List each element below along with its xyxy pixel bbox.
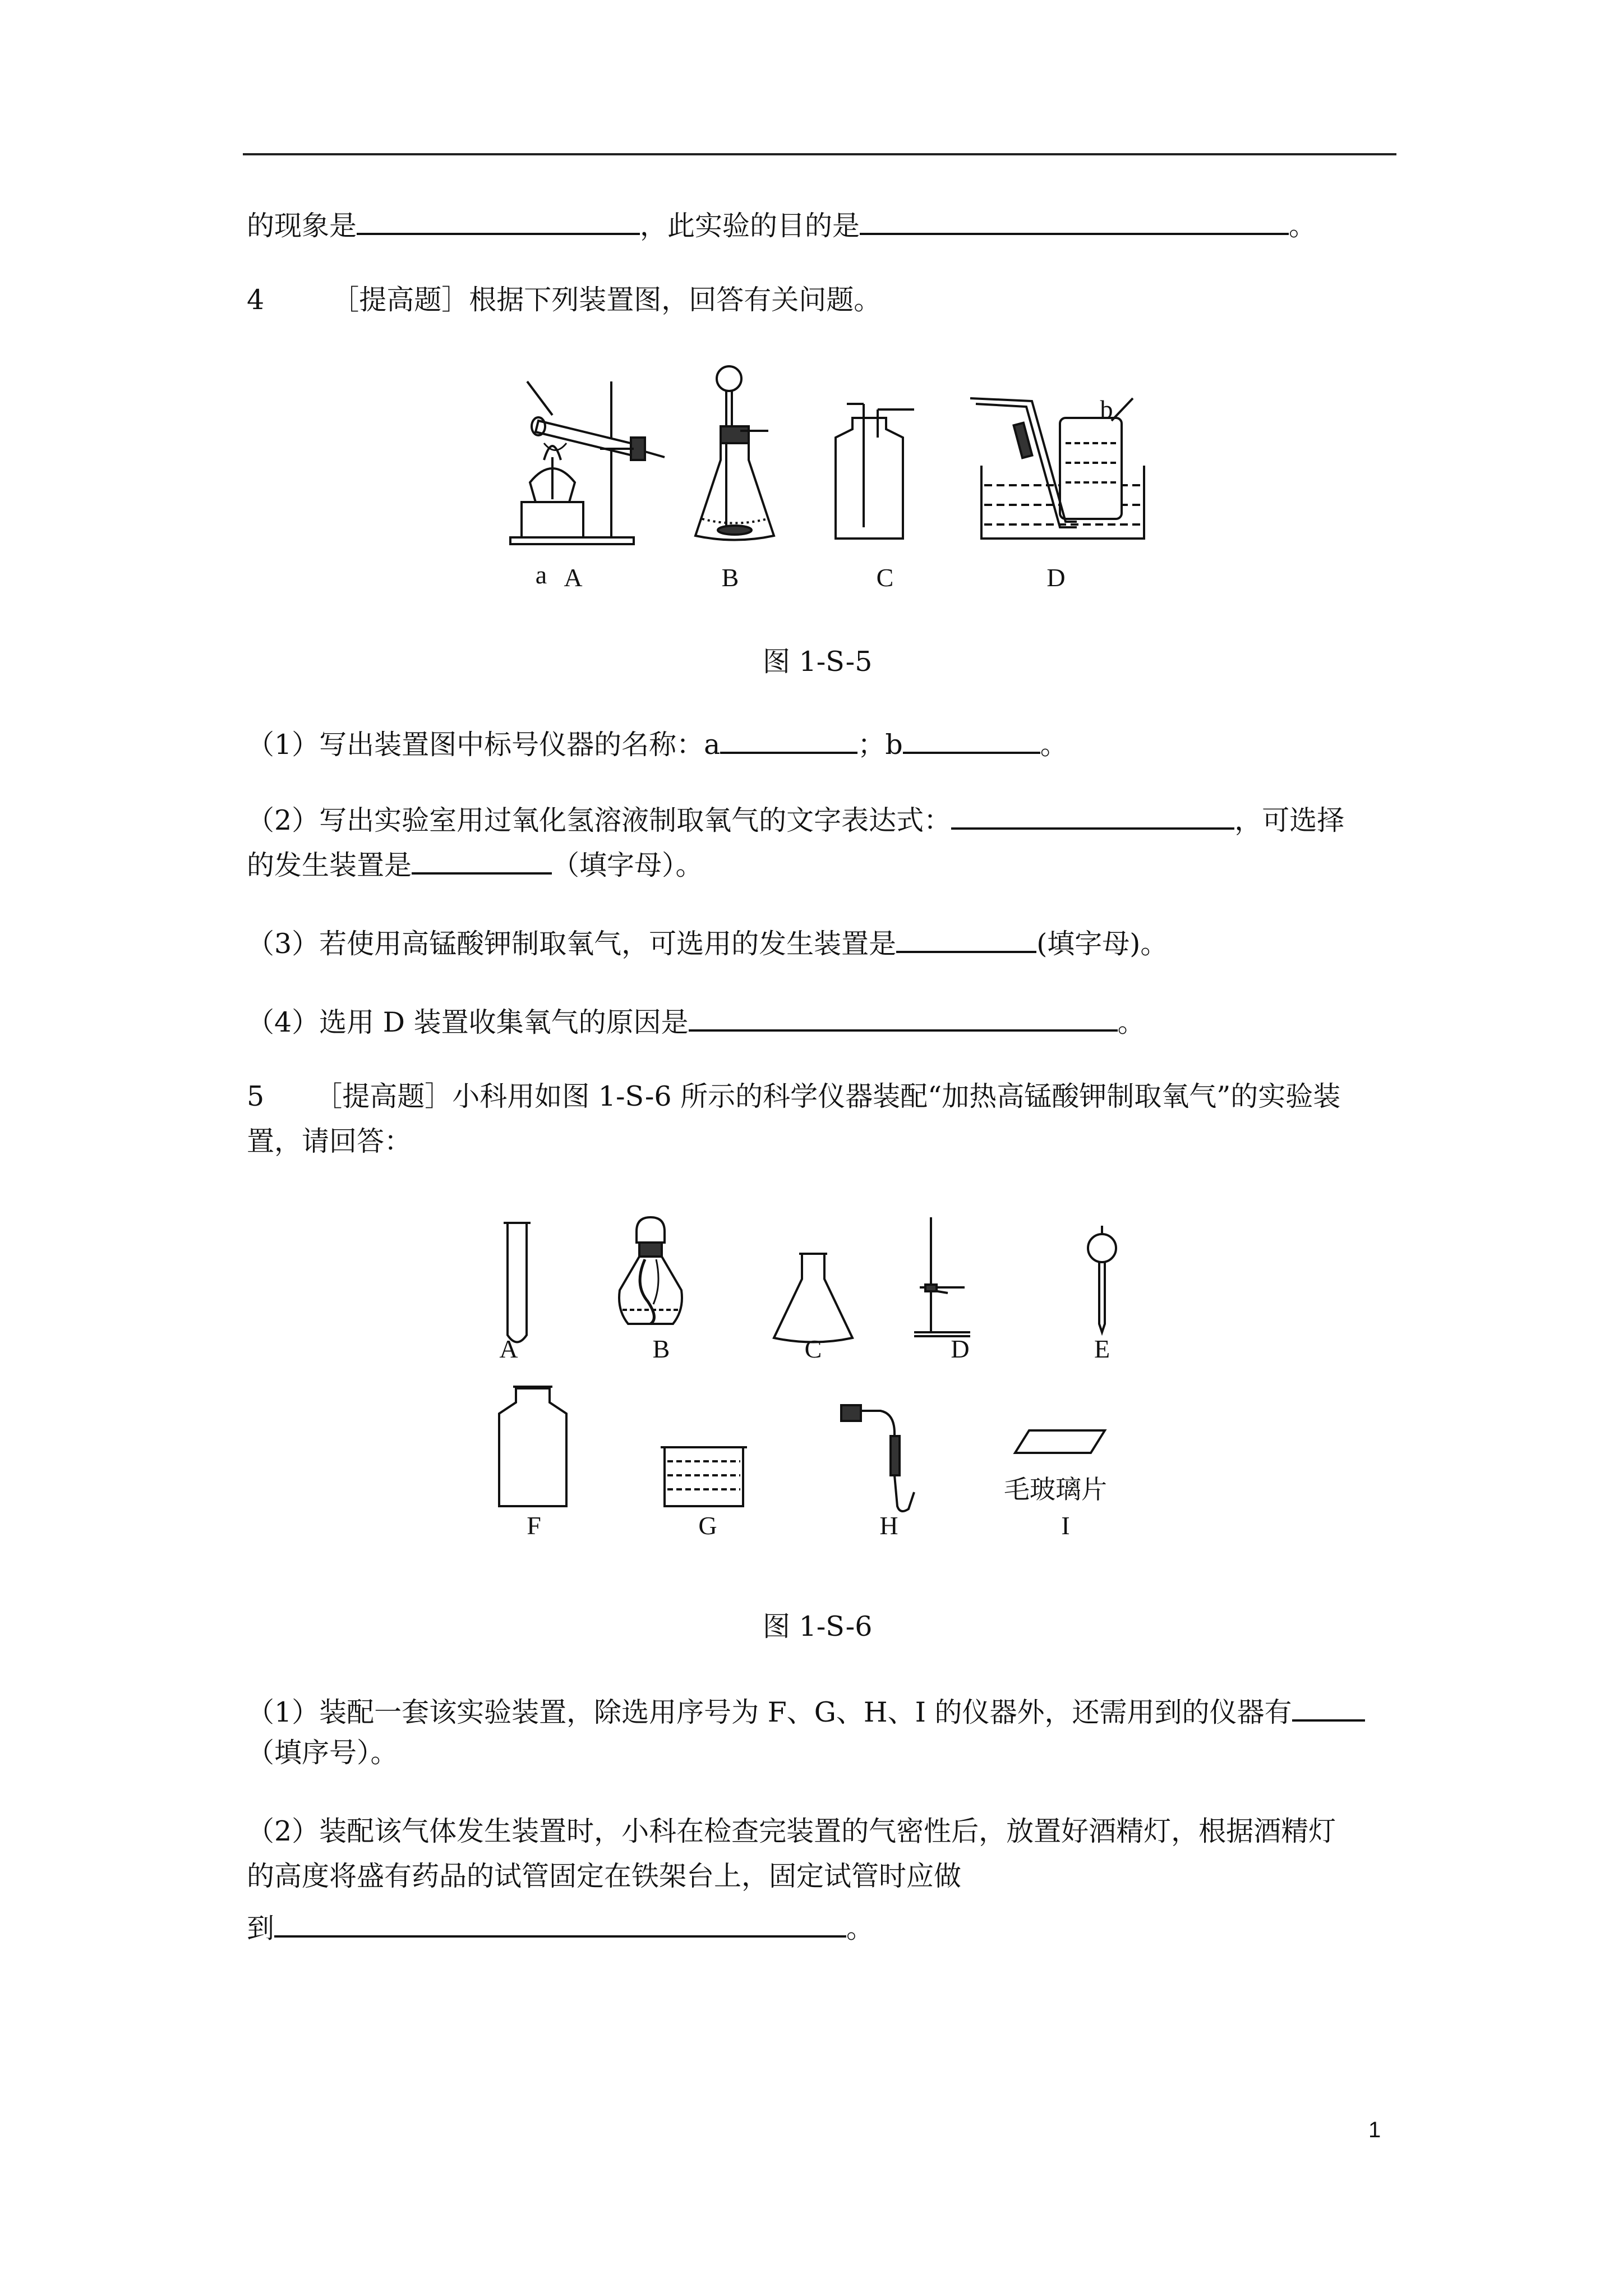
question-5-2-answer: 到 。 (247, 1907, 874, 1945)
figure-6-caption: 图 1-S-6 (763, 1611, 873, 1642)
question-4-2: （2）写出实验室用过氧化氢溶液制取氧气的文字表达式： ，可选择 (247, 799, 1344, 838)
question-4-heading: 4 ［提高题］根据下列装置图，回答有关问题。 (247, 284, 882, 316)
label-B: B (721, 563, 739, 592)
question-4-2-cont: 的发生装置是 （填字母）。 (247, 844, 703, 882)
label-B: B (652, 1335, 670, 1363)
marker-a: a (535, 560, 547, 589)
iron-stand-d (914, 1217, 970, 1336)
question-5-heading-cont: 置，请回答： (247, 1125, 412, 1157)
question-5-heading: 5 ［提高题］小科用如图 1-S-6 所示的科学仪器装配“加热高锰酸钾制取氧气”的实验装 (247, 1080, 1341, 1112)
answer-blank[interactable] (720, 724, 857, 754)
label-G: G (698, 1511, 717, 1540)
answer-blank[interactable] (412, 844, 552, 875)
gas-bottle-f (499, 1388, 566, 1506)
question-5-1: （1）装配一套该实验装置，除选用序号为 F、G、H、I 的仪器外，还需用到的仪器有 (247, 1691, 1365, 1729)
figure-5-caption: 图 1-S-5 (763, 646, 873, 678)
answer-blank[interactable] (860, 205, 1289, 235)
glass-plate-label: 毛玻璃片 (1004, 1474, 1107, 1504)
answer-blank[interactable] (951, 799, 1234, 830)
apparatus-c (836, 404, 914, 539)
label-C: C (876, 563, 894, 592)
stopper-tube-h (841, 1405, 914, 1511)
label-D: D (951, 1335, 970, 1363)
conical-flask-c (774, 1254, 852, 1342)
label-D: D (1046, 563, 1066, 592)
marker-b: b (1100, 395, 1113, 424)
label-I: I (1061, 1511, 1070, 1540)
page-number: 1 (1368, 2118, 1381, 2142)
question-5-2-cont: 的高度将盛有药品的试管固定在铁架台上，固定试管时应做 (247, 1860, 962, 1892)
test-tube-a (508, 1223, 527, 1342)
question-4-3: （3）若使用高锰酸钾制取氧气，可选用的发生装置是 (填字母)。 (247, 923, 1168, 961)
label-H: H (879, 1511, 898, 1540)
text-line-phenomenon: 的现象是 ，此实验的目的是 。 (247, 205, 1316, 243)
label-F: F (527, 1511, 541, 1540)
label-A: A (499, 1335, 518, 1363)
alcohol-lamp-b (619, 1217, 682, 1324)
answer-blank[interactable] (903, 724, 1040, 754)
water-trough-g (661, 1447, 747, 1506)
apparatus-b (695, 366, 774, 540)
label-C: C (804, 1335, 822, 1363)
long-funnel-e (1088, 1226, 1116, 1332)
answer-blank[interactable] (896, 923, 1036, 953)
question-4-4: （4）选用 D 装置收集氧气的原因是 。 (247, 1001, 1145, 1039)
answer-blank[interactable] (1292, 1691, 1365, 1722)
label-A: A (564, 563, 583, 592)
apparatus-d (970, 398, 1144, 539)
question-5-1-cont: （填序号）。 (247, 1737, 398, 1769)
answer-blank[interactable] (689, 1001, 1118, 1032)
question-5-2: （2）装配该气体发生装置时，小科在检查完装置的气密性后，放置好酒精灯，根据酒精灯 (247, 1815, 1336, 1847)
apparatus-a (510, 381, 665, 544)
label-E: E (1094, 1335, 1110, 1363)
answer-blank[interactable] (357, 205, 640, 235)
glass-plate-i (1015, 1430, 1105, 1453)
question-4-1: （1）写出装置图中标号仪器的名称：a ；b 。 (247, 724, 1068, 762)
header-rule (243, 153, 1396, 155)
figure-1-s-5 (505, 359, 1155, 550)
answer-blank[interactable] (274, 1907, 846, 1938)
